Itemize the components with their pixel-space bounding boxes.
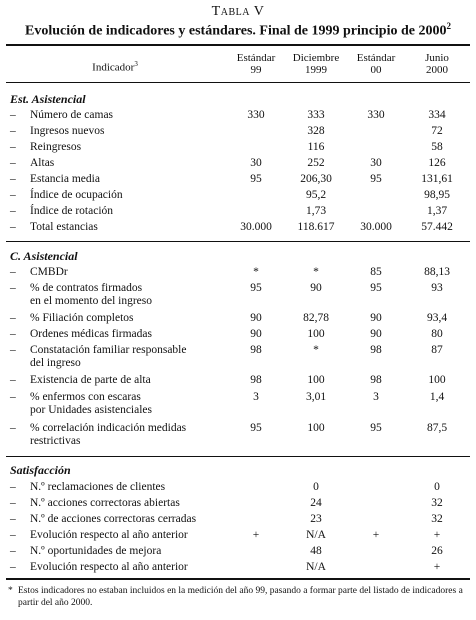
table-title: Evolución de indicadores y estándares. Final de 1999 principio de 2000$^2$ <box>25 21 451 39</box>
header-estandar-00: Estándar 00 <box>356 52 396 76</box>
header-indicador: Indicador$^3$ <box>92 60 138 74</box>
header-estandar-99: Estándar 99 <box>236 52 276 76</box>
header-rule <box>6 82 470 83</box>
section-est-asistencial: Est. Asistencial <box>10 92 86 106</box>
footnote-text: Estos indicadores no estaban incluidos en la medición del año 99, pasando a formar parte del listado de indicadores a partir del año 2000. <box>18 586 463 608</box>
header-diciembre-1999: Diciembre 1999 <box>292 52 340 76</box>
section-satisfaccion: Satisfacción <box>10 463 71 477</box>
table-caption: Tabla V <box>211 4 265 19</box>
top-rule <box>6 44 470 46</box>
header-junio-2000: Junio 2000 <box>425 52 449 76</box>
footnote-marker: * <box>8 586 13 596</box>
section-rule <box>6 241 470 242</box>
bottom-rule <box>6 578 470 580</box>
section-rule <box>6 456 470 457</box>
section-c-asistencial: C. Asistencial <box>10 249 78 263</box>
